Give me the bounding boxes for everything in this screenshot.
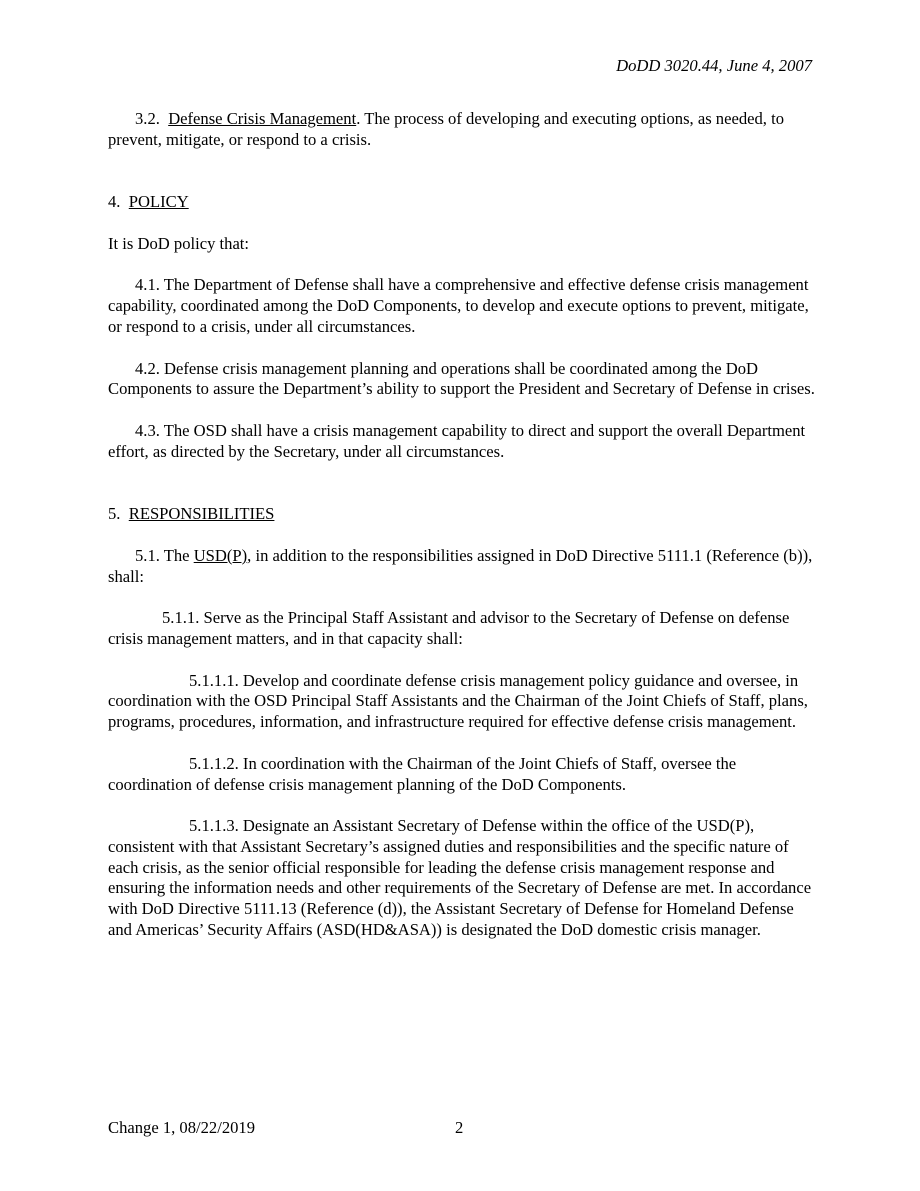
section-5-1-1-1: 5.1.1.1. Develop and coordinate defense crisis management policy guidance and oversee, in coordination with the OSD Principal Staff Assistants and the Chairman of the Joint Chiefs of Staff, plans, programs, procedures, information, and infrastructure required for effective defense crisis management. (108, 670, 808, 732)
section-3-2-text: . The process of developing and executing options, as needed, to prevent, mitigate, or respond to a crisis. (108, 109, 784, 149)
section-5-1-1-2: 5.1.1.2. In coordination with the Chairman of the Joint Chiefs of Staff, oversee the coordination of defense crisis management planning of the DoD Components. (108, 753, 737, 794)
page-number: 2 (455, 1118, 464, 1137)
section-5-1-prefix: 5.1. The (135, 545, 194, 565)
footer-change-note: Change 1, 08/22/2019 (108, 1118, 256, 1137)
section-3-2 (108, 109, 818, 151)
usdp-term: USD(P) (193, 545, 248, 565)
section-4-1: 4.1. The Department of Defense shall have a comprehensive and effective defense crisis management capability, coordinated among the DoD Components, to develop and execute options to prevent, mitigate, or respond to a crisis, under all circumstances. (108, 275, 809, 336)
section-3-2-number: 3.2. (135, 109, 160, 128)
section-5-title: RESPONSIBILITIES (128, 504, 275, 524)
section-5-heading (108, 504, 818, 525)
section-4-number: 4. (108, 192, 121, 212)
section-4-2: 4.2. Defense crisis management planning and operations shall be coordinated among the DoD Components to assure the Department’s ability to support the President and Secretary of Defense in crises. (108, 358, 815, 399)
section-4-heading (108, 192, 818, 213)
section-4-title: POLICY (128, 192, 189, 212)
document-body (108, 109, 818, 962)
section-4-intro: It is DoD policy that: (108, 233, 250, 253)
page-header: DoDD 3020.44, June 4, 2007 (616, 56, 812, 75)
section-5-1 (108, 546, 818, 588)
section-5-1-text: , in addition to the responsibilities assigned in DoD Directive 5111.1 (Reference (b)), shall: (108, 545, 813, 586)
section-5-number: 5. (108, 504, 121, 524)
section-5-1-1-3: 5.1.1.3. Designate an Assistant Secretary of Defense within the office of the USD(P), consistent with that Assistant Secretary’s assigned duties and responsibilities and the specific nature of each crisis, as the senior official responsible for leading the defense crisis management response and ensuring the information needs and other requirements of the Secretary of Defense are met. In accordance with DoD Directive 5111.13 (Reference (d)), the Assistant Secretary of Defense for Homeland Defense and Americas’ Security Affairs (ASD(HD&ASA)) is designated the DoD domestic crisis manager. (108, 816, 812, 940)
defense-crisis-management-term: Defense Crisis Management (168, 109, 357, 128)
section-5-1-1: 5.1.1. Serve as the Principal Staff Assistant and advisor to the Secretary of Defense on defense crisis management matters, and in that capacity shall: (108, 608, 790, 648)
section-4-3: 4.3. The OSD shall have a crisis management capability to direct and support the overall Department effort, as directed by the Secretary, under all circumstances. (108, 420, 806, 461)
